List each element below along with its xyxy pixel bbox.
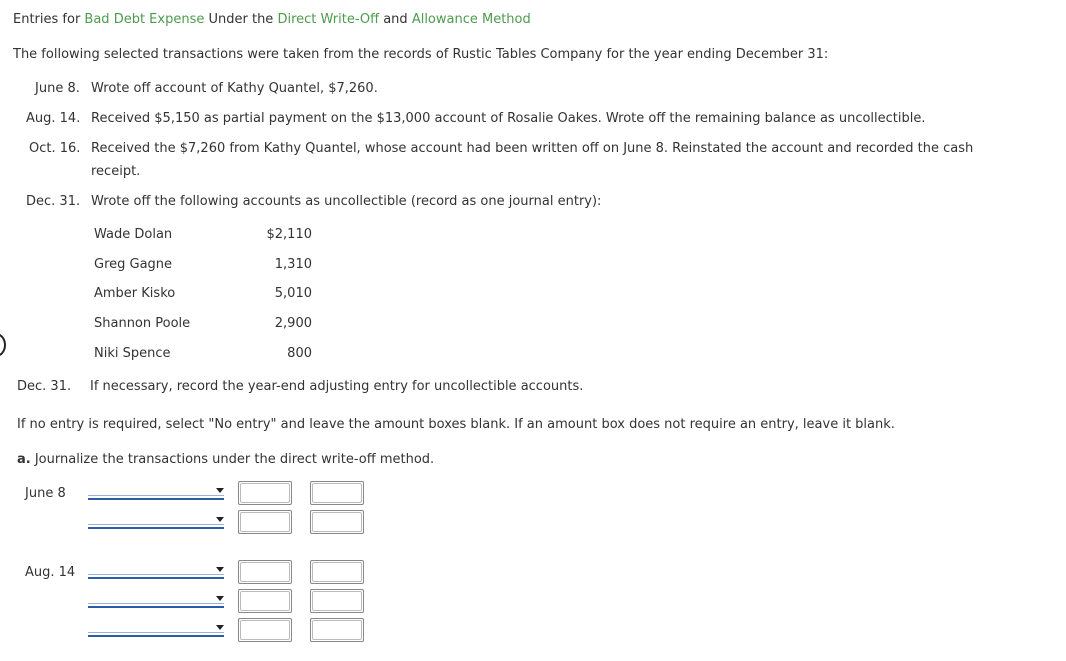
transaction-text-continued: receipt. [91, 164, 141, 179]
transaction-text: Received the $7,260 from Kathy Quantel, whose account had been written off on June 8. Reinstated the account and recorded the cash [91, 141, 974, 156]
adjusting-text: If necessary, record the year-end adjusting entry for uncollectible accounts. [90, 379, 584, 394]
credit-amount-box[interactable] [310, 560, 364, 584]
account-name: Greg Gagne [94, 257, 173, 272]
account-name: Amber Kisko [94, 286, 176, 301]
chevron-down-icon [216, 596, 224, 601]
page-title [13, 12, 531, 27]
adjusting-date: Dec. 31. [17, 379, 72, 394]
account-dropdown[interactable] [88, 594, 224, 608]
credit-amount-input[interactable] [310, 618, 364, 642]
account-name: Niki Spence [94, 346, 171, 361]
title-middle-2: and [379, 12, 412, 27]
account-dropdown[interactable] [88, 515, 224, 529]
account-dropdown[interactable] [88, 565, 224, 579]
chevron-down-icon [216, 625, 224, 630]
account-amount: 5,010 [274, 286, 312, 301]
debit-amount-input[interactable] [238, 510, 292, 534]
transaction-date: June 8. [35, 81, 80, 96]
bad-debt-expense-link[interactable]: Bad Debt Expense [84, 12, 205, 27]
credit-amount-box[interactable] [310, 589, 364, 613]
title-middle-1: Under the [204, 12, 278, 27]
debit-amount-box[interactable] [238, 510, 292, 534]
transaction-text: Wrote off account of Kathy Quantel, $7,260. [91, 81, 378, 96]
title-prefix: Entries for [13, 12, 85, 27]
account-amount: 2,900 [274, 316, 312, 331]
transaction-date: Aug. 14. [26, 111, 81, 126]
part-a-heading [17, 452, 434, 467]
account-amount: 800 [287, 346, 312, 361]
account-dropdown[interactable] [88, 486, 224, 500]
allowance-method-link[interactable]: Allowance Method [411, 12, 531, 27]
debit-amount-input[interactable] [238, 481, 292, 505]
direct-write-off-link[interactable]: Direct Write-Off [277, 12, 380, 27]
credit-amount-box[interactable] [310, 481, 364, 505]
credit-amount-input[interactable] [310, 589, 364, 613]
credit-amount-input[interactable] [310, 560, 364, 584]
partial-circle-icon [0, 333, 6, 357]
instructions-text: If no entry is required, select "No entry" and leave the amount boxes blank. If an amount box does not require an entry, leave it blank. [17, 417, 895, 432]
journal-date-label: June 8 [25, 486, 66, 501]
part-a-text: Journalize the transactions under the direct write-off method. [30, 452, 435, 467]
transaction-text: Wrote off the following accounts as uncollectible (record as one journal entry): [91, 194, 602, 209]
debit-amount-box[interactable] [238, 481, 292, 505]
debit-amount-box[interactable] [238, 589, 292, 613]
credit-amount-box[interactable] [310, 510, 364, 534]
debit-amount-input[interactable] [238, 560, 292, 584]
transaction-text: Received $5,150 as partial payment on the $13,000 account of Rosalie Oakes. Wrote off the remaining balance as uncollectible. [91, 111, 926, 126]
chevron-down-icon [216, 488, 224, 493]
journal-date-label: Aug. 14 [25, 565, 76, 580]
credit-amount-box[interactable] [310, 618, 364, 642]
transaction-date: Oct. 16. [29, 141, 81, 156]
chevron-down-icon [216, 567, 224, 572]
debit-amount-box[interactable] [238, 618, 292, 642]
debit-amount-input[interactable] [238, 589, 292, 613]
account-amount: 1,310 [274, 257, 312, 272]
credit-amount-input[interactable] [310, 510, 364, 534]
debit-amount-box[interactable] [238, 560, 292, 584]
debit-amount-input[interactable] [238, 618, 292, 642]
account-name: Wade Dolan [94, 227, 173, 242]
part-a-label: a. [17, 452, 31, 467]
intro-text: The following selected transactions were taken from the records of Rustic Tables Company for the year ending December 31: [13, 47, 829, 62]
account-name: Shannon Poole [94, 316, 191, 331]
credit-amount-input[interactable] [310, 481, 364, 505]
account-dropdown[interactable] [88, 623, 224, 637]
chevron-down-icon [216, 517, 224, 522]
account-amount: $2,110 [266, 227, 312, 242]
transaction-date: Dec. 31. [26, 194, 81, 209]
